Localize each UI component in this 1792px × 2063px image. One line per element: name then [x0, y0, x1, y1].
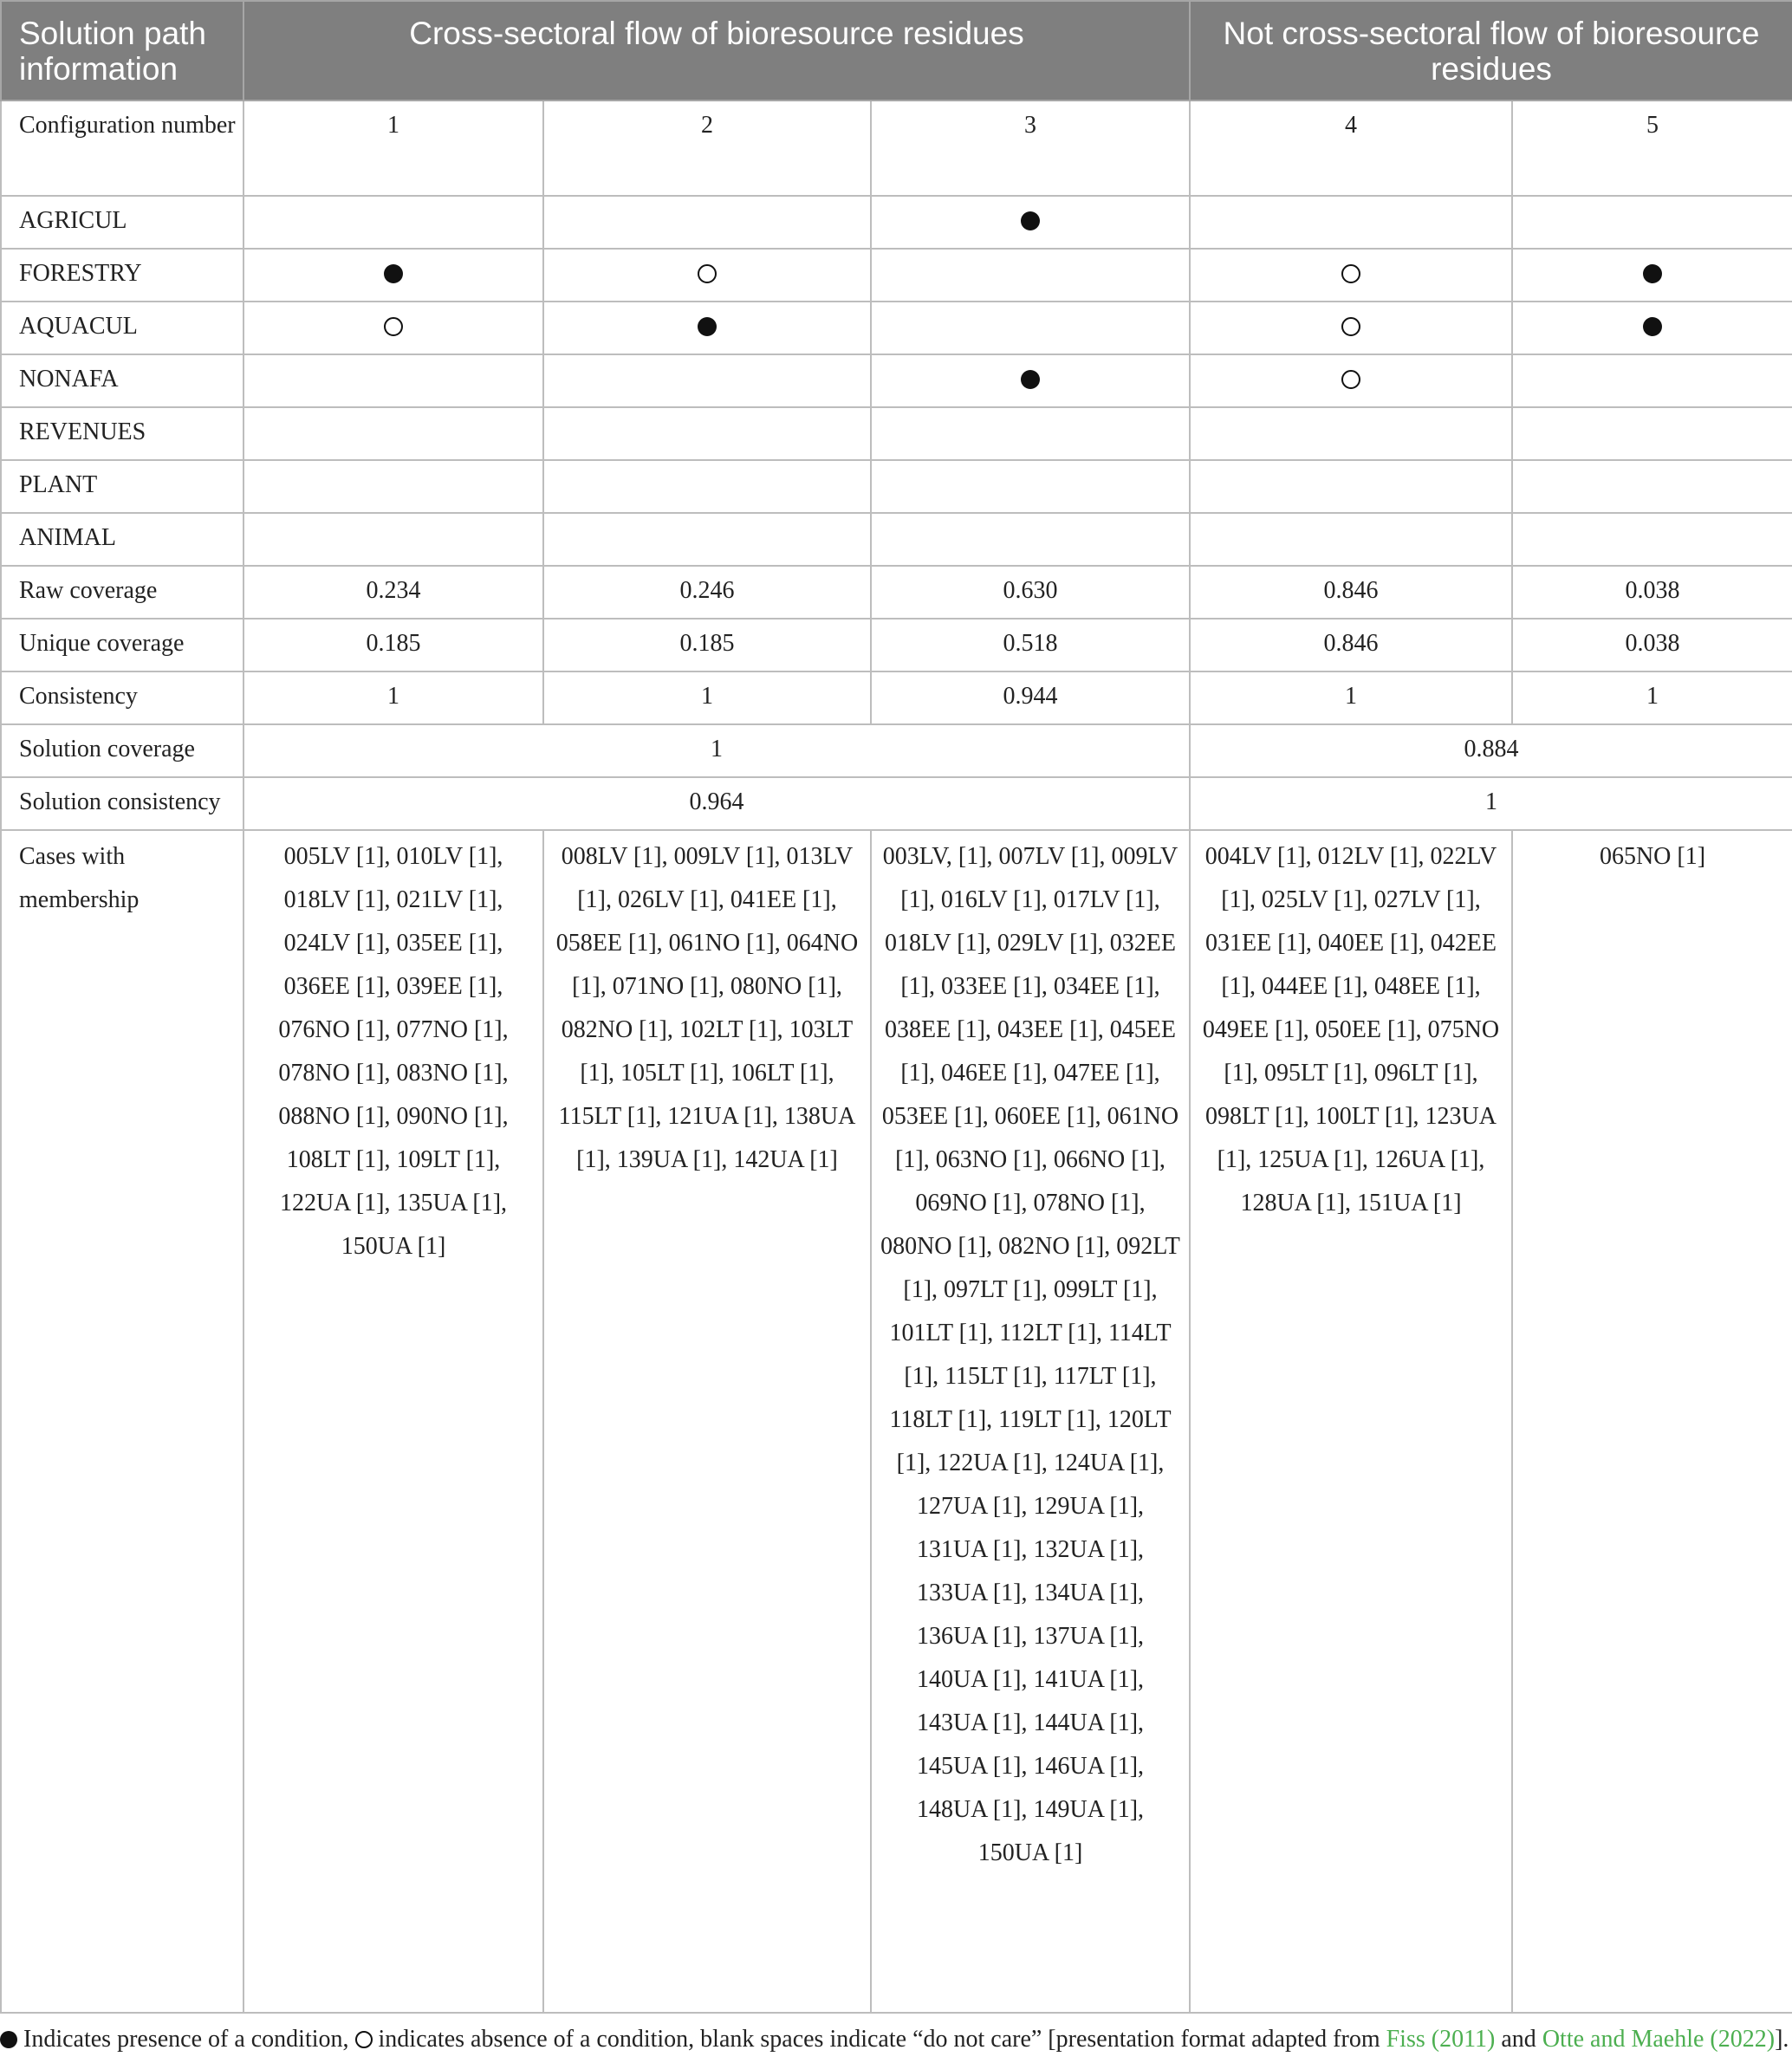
filled-circle-icon — [1643, 264, 1662, 283]
cell-value: 0.038 — [1512, 619, 1792, 671]
condition-cell — [543, 249, 871, 302]
footnote-and: and — [1495, 2026, 1542, 2053]
row-label: Consistency — [1, 671, 243, 724]
row-label: Raw coverage — [1, 566, 243, 619]
condition-cell — [1512, 302, 1792, 354]
hollow-circle-icon — [355, 2031, 373, 2048]
condition-cell — [243, 196, 543, 249]
solution-consistency-group1: 0.964 — [243, 777, 1190, 830]
config-3: 3 — [871, 101, 1190, 196]
row-condition-aquacul — [1, 302, 1792, 354]
row-condition-agricul — [1, 196, 1792, 249]
solution-coverage-group1: 1 — [243, 724, 1190, 777]
row-condition-nonafa — [1, 354, 1792, 407]
condition-cell — [1190, 513, 1512, 566]
cell-value: 1 — [543, 671, 871, 724]
row-label: Configuration number — [1, 101, 243, 196]
condition-cell — [1512, 249, 1792, 302]
condition-cell — [543, 407, 871, 460]
cell-value: 0.846 — [1190, 566, 1512, 619]
row-label: FORESTRY — [1, 249, 243, 302]
row-raw-coverage — [1, 566, 1792, 619]
condition-cell — [1190, 196, 1512, 249]
citation-link-otte-maehle[interactable]: Otte and Maehle (2022) — [1542, 2026, 1776, 2053]
row-solution-consistency — [1, 777, 1792, 830]
cell-value: 1 — [1190, 671, 1512, 724]
cases-config-3: 003LV, [1], 007LV [1], 009LV [1], 016LV [1], 017LV [1], 018LV [1], 029LV [1], 032EE [1], 033EE [1], 034EE [1], 038EE [1], 043EE [1], 045EE [1], 046EE [1], 047EE [1], 053EE [1], 060EE [1], 061NO [1], 063NO [1], 066NO [1], 069NO [1], 078NO [1], 080NO [1], 082NO [1], 092LT [1], 097LT [1], 099LT [1], 101LT [1], 112LT [1], 114LT [1], 115LT [1], 117LT [1], 118LT [1], 119LT [1], 120LT [1], 122UA [1], 124UA [1], 127UA [1], 129UA [1], 131UA [1], 132UA [1], 133UA [1], 134UA [1], 136UA [1], 137UA [1], 140UA [1], 141UA [1], 143UA [1], 144UA [1], 145UA [1], 146UA [1], 148UA [1], 149UA [1], 150UA [1] — [871, 830, 1190, 2013]
condition-cell — [543, 513, 871, 566]
condition-cell — [871, 196, 1190, 249]
hollow-circle-icon — [1341, 370, 1360, 389]
cell-value: 0.518 — [871, 619, 1190, 671]
row-condition-animal — [1, 513, 1792, 566]
condition-cell — [1512, 513, 1792, 566]
filled-circle-icon — [1643, 317, 1662, 336]
row-configuration — [1, 101, 1792, 196]
hollow-circle-icon — [384, 317, 403, 336]
condition-cell — [543, 354, 871, 407]
cell-value: 0.246 — [543, 566, 871, 619]
condition-cell — [543, 460, 871, 513]
condition-cell — [543, 196, 871, 249]
cell-value: 1 — [1512, 671, 1792, 724]
condition-cell — [243, 302, 543, 354]
cases-config-5: 065NO [1] — [1512, 830, 1792, 2013]
cases-config-1: 005LV [1], 010LV [1], 018LV [1], 021LV [1], 024LV [1], 035EE [1], 036EE [1], 039EE [1], 076NO [1], 077NO [1], 078NO [1], 083NO [1], 088NO [1], 090NO [1], 108LT [1], 109LT [1], 122UA [1], 135UA [1], 150UA [1] — [243, 830, 543, 2013]
cell-value: 0.944 — [871, 671, 1190, 724]
footnote-text-2: indicates absence of a condition, blank spaces indicate “do not care” [presentation format adapted from — [372, 2026, 1386, 2053]
footnote-text-1: Indicates presence of a condition, — [17, 2026, 355, 2053]
filled-circle-icon — [384, 264, 403, 283]
row-label: AGRICUL — [1, 196, 243, 249]
solution-consistency-group2: 1 — [1190, 777, 1792, 830]
cell-value: 0.234 — [243, 566, 543, 619]
row-condition-revenues — [1, 407, 1792, 460]
condition-cell — [1190, 249, 1512, 302]
row-consistency — [1, 671, 1792, 724]
hollow-circle-icon — [1341, 317, 1360, 336]
header-row — [1, 1, 1792, 101]
table-footnote — [0, 2024, 1792, 2055]
condition-cell — [871, 407, 1190, 460]
condition-cell — [1512, 460, 1792, 513]
row-label: AQUACUL — [1, 302, 243, 354]
solution-coverage-group2: 0.884 — [1190, 724, 1792, 777]
condition-cell — [543, 302, 871, 354]
row-label: Solution coverage — [1, 724, 243, 777]
filled-circle-icon — [1021, 370, 1040, 389]
row-label: Solution consistency — [1, 777, 243, 830]
condition-cell — [871, 460, 1190, 513]
citation-link-fiss[interactable]: Fiss (2011) — [1386, 2026, 1496, 2053]
condition-cell — [871, 249, 1190, 302]
config-2: 2 — [543, 101, 871, 196]
cell-value: 0.038 — [1512, 566, 1792, 619]
condition-cell — [1512, 354, 1792, 407]
row-condition-forestry — [1, 249, 1792, 302]
condition-cell — [243, 249, 543, 302]
filled-circle-icon — [0, 2031, 17, 2048]
hollow-circle-icon — [698, 264, 717, 283]
condition-cell — [1190, 302, 1512, 354]
condition-cell — [1190, 460, 1512, 513]
cell-value: 1 — [243, 671, 543, 724]
hollow-circle-icon — [1341, 264, 1360, 283]
header-solution-path: Solution path information — [1, 1, 243, 101]
row-solution-coverage — [1, 724, 1792, 777]
condition-cell — [243, 407, 543, 460]
cases-config-4: 004LV [1], 012LV [1], 022LV [1], 025LV [1], 027LV [1], 031EE [1], 040EE [1], 042EE [1], 044EE [1], 048EE [1], 049EE [1], 050EE [1], 075NO [1], 095LT [1], 096LT [1], 098LT [1], 100LT [1], 123UA [1], 125UA [1], 126UA [1], 128UA [1], 151UA [1] — [1190, 830, 1512, 2013]
condition-cell — [243, 460, 543, 513]
config-4: 4 — [1190, 101, 1512, 196]
header-cross-sectoral: Cross-sectoral flow of bioresource residues — [243, 1, 1190, 101]
cell-value: 0.630 — [871, 566, 1190, 619]
row-label: Unique coverage — [1, 619, 243, 671]
condition-cell — [1190, 407, 1512, 460]
cases-config-2: 008LV [1], 009LV [1], 013LV [1], 026LV [1], 041EE [1], 058EE [1], 061NO [1], 064NO [1], 071NO [1], 080NO [1], 082NO [1], 102LT [1], 103LT [1], 105LT [1], 106LT [1], 115LT [1], 121UA [1], 138UA [1], 139UA [1], 142UA [1] — [543, 830, 871, 2013]
config-5: 5 — [1512, 101, 1792, 196]
condition-cell — [871, 513, 1190, 566]
row-cases — [1, 830, 1792, 2013]
filled-circle-icon — [698, 317, 717, 336]
condition-cell — [1190, 354, 1512, 407]
config-1: 1 — [243, 101, 543, 196]
cell-value: 0.185 — [543, 619, 871, 671]
condition-cell — [871, 302, 1190, 354]
condition-cell — [871, 354, 1190, 407]
condition-cell — [243, 354, 543, 407]
condition-cell — [1512, 196, 1792, 249]
row-label: NONAFA — [1, 354, 243, 407]
condition-cell — [243, 513, 543, 566]
row-condition-plant — [1, 460, 1792, 513]
row-label: REVENUES — [1, 407, 243, 460]
header-not-cross-sectoral: Not cross-sectoral flow of bioresource residues — [1190, 1, 1792, 101]
cell-value: 0.185 — [243, 619, 543, 671]
filled-circle-icon — [1021, 211, 1040, 230]
cell-value: 0.846 — [1190, 619, 1512, 671]
footnote-end: ]. — [1775, 2026, 1789, 2053]
row-label: Cases with membership — [1, 830, 243, 2013]
row-unique-coverage — [1, 619, 1792, 671]
condition-cell — [1512, 407, 1792, 460]
row-label: ANIMAL — [1, 513, 243, 566]
row-label: PLANT — [1, 460, 243, 513]
